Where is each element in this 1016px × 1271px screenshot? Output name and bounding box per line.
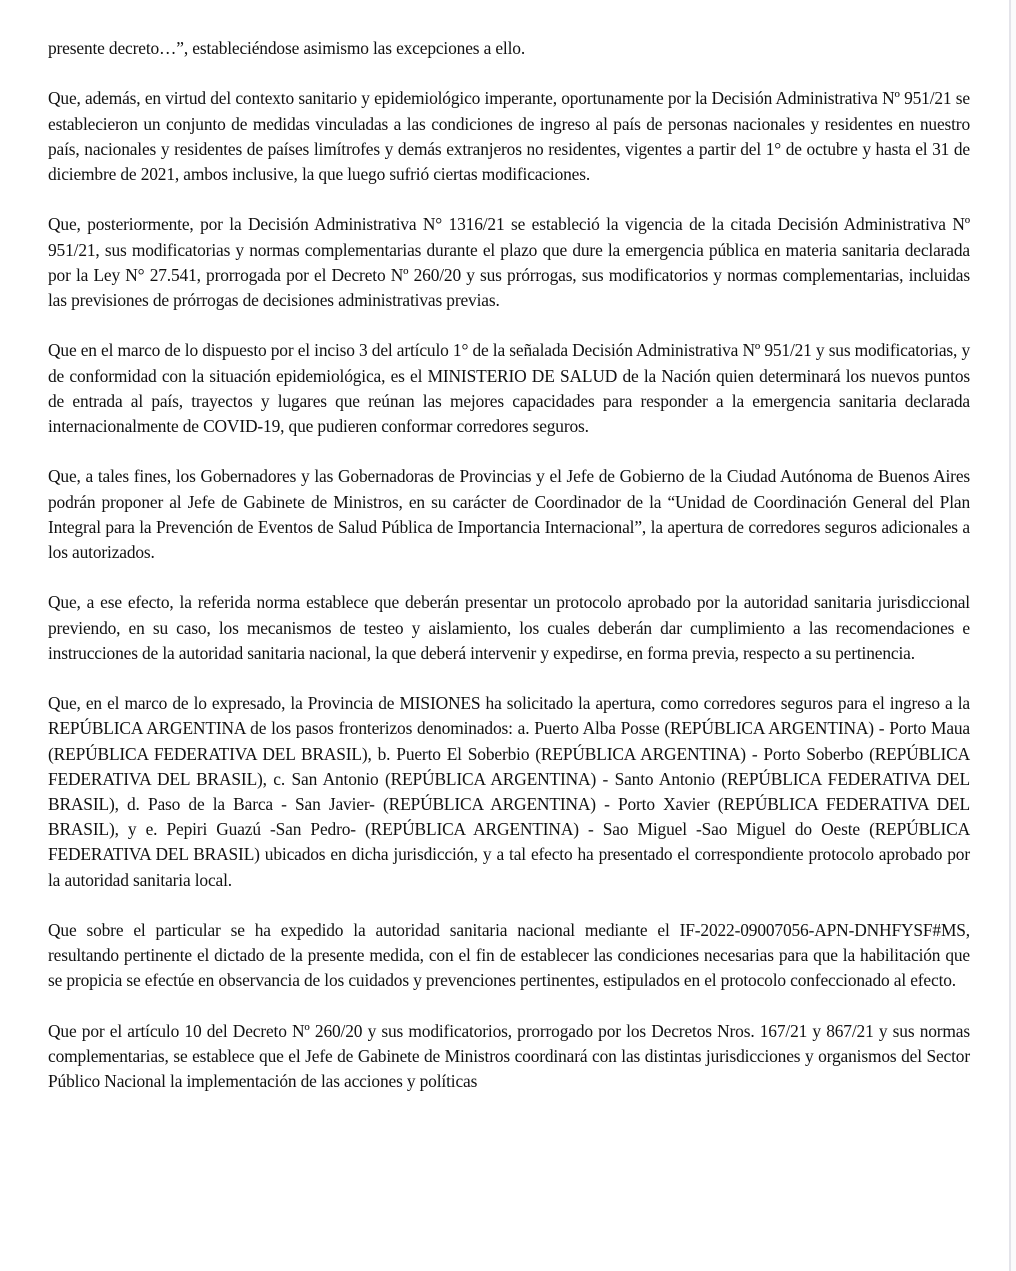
paragraph-autoridad-sanitaria: Que sobre el particular se ha expedido la autoridad sanitaria nacional mediante el IF-2022-09007056-APN-DNHFYSF#MS, resultando pertinente el dictado de la presente medida, con el fin de establecer las condiciones necesarias para que la habilitación que se propicia se efectúe en observancia de los cuidados y prevenciones pertinentes, estipulados en el protocolo confeccionado al efecto. bbox=[48, 920, 970, 991]
paragraph-misiones-pasos: Que, en el marco de lo expresado, la Provincia de MISIONES ha solicitado la apertura, como corredores seguros para el ingreso a la REPÚBLICA ARGENTINA de los pasos fronterizos denominados: a. Puerto Alba Posse (REPÚBLICA ARGENTINA) - Porto Maua (REPÚBLICA FEDERATIVA DEL BRASIL), b. Puerto El Soberbio (REPÚBLICA ARGENTINA) - Porto Soberbo (REPÚBLICA FEDERATIVA DEL BRASIL), c. San Antonio (REPÚBLICA ARGENTINA) - Santo Antonio (REPÚBLICA FEDERATIVA DEL BRASIL), d. Paso de la Barca - San Javier- (REPÚBLICA ARGENTINA) - Porto Xavier (REPÚBLICA FEDERATIVA DEL BRASIL), y e. Pepiri Guazú -San Pedro- (REPÚBLICA ARGENTINA) - Sao Miguel -Sao Miguel do Oeste (REPÚBLICA FEDERATIVA DEL BRASIL) ubicados en dicha jurisdicción, y a tal efecto ha presentado el correspondiente protocolo aprobado por la autoridad sanitaria local. bbox=[48, 693, 970, 890]
document-body bbox=[48, 36, 970, 1120]
paragraph-protocolo: Que, a ese efecto, la referida norma establece que deberán presentar un protocolo aprobado por la autoridad sanitaria jurisdiccional previendo, en su caso, los mecanismos de testeo y aislamiento, los cuales deberán dar cumplimiento a las recomendaciones e instrucciones de la autoridad sanitaria nacional, la que deberá intervenir y expedirse, en forma previa, respecto a su pertinencia. bbox=[48, 592, 970, 663]
paragraph-da-951-21: Que, además, en virtud del contexto sanitario y epidemiológico imperante, oportunamente por la Decisión Administrativa Nº 951/21 se establecieron un conjunto de medidas vinculadas a las condiciones de ingreso al país de personas nacionales y residentes en nuestro país, nacionales y residentes de países limítrofes y demás extranjeros no residentes, vigentes a partir del 1° de octubre y hasta el 31 de diciembre de 2021, ambos inclusive, la que luego sufrió ciertas modificaciones. bbox=[48, 88, 970, 184]
paragraph-da-1316-21: Que, posteriormente, por la Decisión Administrativa N° 1316/21 se estableció la vigencia de la citada Decisión Administrativa Nº 951/21, sus modificatorias y normas complementarias durante el plazo que dure la emergencia pública en materia sanitaria declarada por la Ley N° 27.541, prorrogada por el Decreto Nº 260/20 y sus prórrogas, sus modificatorios y normas complementarias, incluidas las previsiones de prórrogas de decisiones administrativas previas. bbox=[48, 214, 970, 310]
page-edge-margin bbox=[1011, 0, 1016, 1271]
paragraph-ministerio-salud: Que en el marco de lo dispuesto por el inciso 3 del artículo 1° de la señalada Decisión Administrativa Nº 951/21 y sus modificatorias, y de conformidad con la situación epidemiológica, es el MINISTERIO DE SALUD de la Nación quien determinará los nuevos puntos de entrada al país, trayectos y lugares que reúnan las mejores capacidades para responder a la emergencia sanitaria declarada internacionalmente de COVID-19, que pudieren conformar corredores seguros. bbox=[48, 340, 970, 436]
paragraph-gobernadores: Que, a tales fines, los Gobernadores y las Gobernadoras de Provincias y el Jefe de Gobierno de la Ciudad Autónoma de Buenos Aires podrán proponer al Jefe de Gabinete de Ministros, en su carácter de Coordinador de la “Unidad de Coordinación General del Plan Integral para la Prevención de Eventos de Salud Pública de Importancia Internacional”, la apertura de corredores seguros adicionales a los autorizados. bbox=[48, 466, 970, 562]
paragraph-decree-continuation: presente decreto…”, estableciéndose asimismo las excepciones a ello. bbox=[48, 38, 526, 58]
paragraph-articulo-10: Que por el artículo 10 del Decreto Nº 260/20 y sus modificatorios, prorrogado por los Decretos Nros. 167/21 y 867/21 y sus normas complementarias, se establece que el Jefe de Gabinete de Ministros coordinará con las distintas jurisdicciones y organismos del Sector Público Nacional la implementación de las acciones y políticas bbox=[48, 1020, 970, 1092]
